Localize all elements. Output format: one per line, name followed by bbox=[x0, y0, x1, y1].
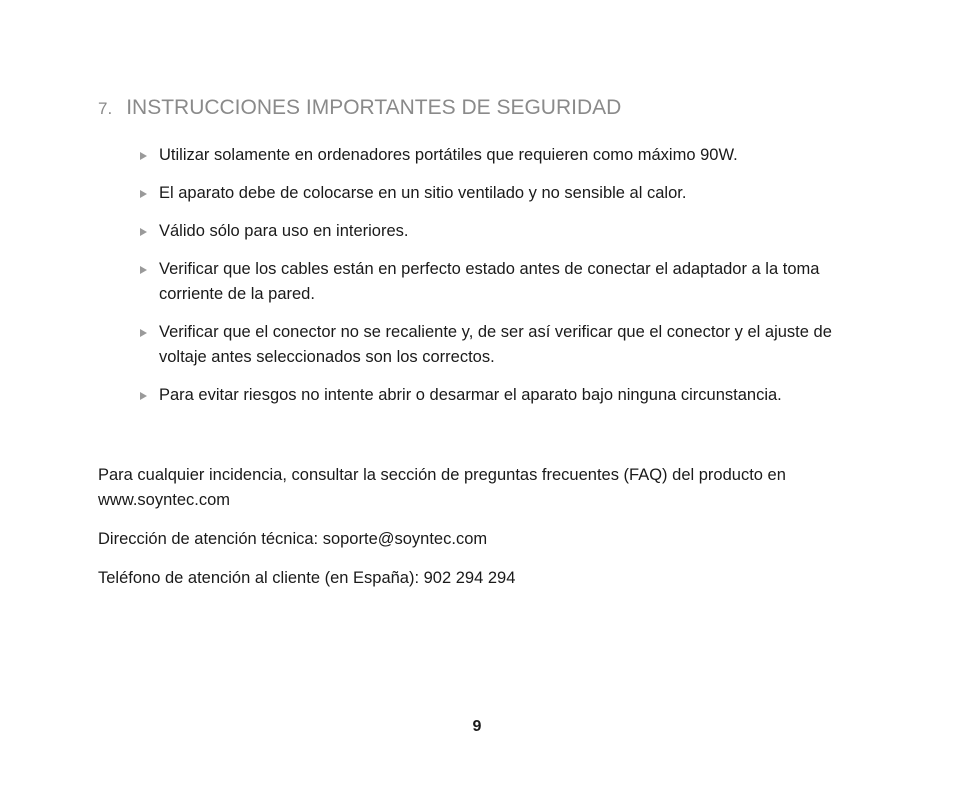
list-item-text: Para evitar riesgos no intente abrir o desarmar el aparato bajo ninguna circunstancia. bbox=[159, 386, 782, 404]
triangle-right-icon bbox=[140, 228, 147, 236]
list-item-text: El aparato debe de colocarse en un sitio ventilado y no sensible al calor. bbox=[159, 184, 687, 202]
safety-instructions-list bbox=[140, 143, 860, 421]
list-item bbox=[140, 320, 860, 370]
list-item bbox=[140, 181, 860, 206]
page-number: 9 bbox=[472, 718, 482, 735]
list-item bbox=[140, 257, 860, 307]
list-item bbox=[140, 219, 860, 244]
section-title: INSTRUCCIONES IMPORTANTES DE SEGURIDAD bbox=[126, 96, 622, 119]
section-number: 7. bbox=[98, 99, 113, 118]
triangle-right-icon bbox=[140, 329, 147, 337]
list-item-text: Válido sólo para uso en interiores. bbox=[159, 222, 409, 240]
customer-phone: Teléfono de atención al cliente (en España): 902 294 294 bbox=[98, 569, 516, 587]
triangle-right-icon bbox=[140, 190, 147, 198]
faq-paragraph: Para cualquier incidencia, consultar la sección de preguntas frecuentes (FAQ) del producto en www.soyntec.com bbox=[98, 466, 786, 509]
technical-support-email: Dirección de atención técnica: soporte@soyntec.com bbox=[98, 530, 488, 548]
list-item-text: Utilizar solamente en ordenadores portátiles que requieren como máximo 90W. bbox=[159, 146, 738, 164]
list-item bbox=[140, 143, 860, 168]
list-item bbox=[140, 383, 860, 408]
section-heading bbox=[98, 96, 621, 120]
list-item-text: Verificar que el conector no se recaliente y, de ser así verificar que el conector y el ajuste de voltaje antes seleccionados son los correctos. bbox=[159, 323, 832, 366]
list-item-text: Verificar que los cables están en perfecto estado antes de conectar el adaptador a la toma corriente de la pared. bbox=[159, 260, 820, 303]
triangle-right-icon bbox=[140, 152, 147, 160]
support-info bbox=[98, 463, 858, 605]
triangle-right-icon bbox=[140, 392, 147, 400]
triangle-right-icon bbox=[140, 266, 147, 274]
